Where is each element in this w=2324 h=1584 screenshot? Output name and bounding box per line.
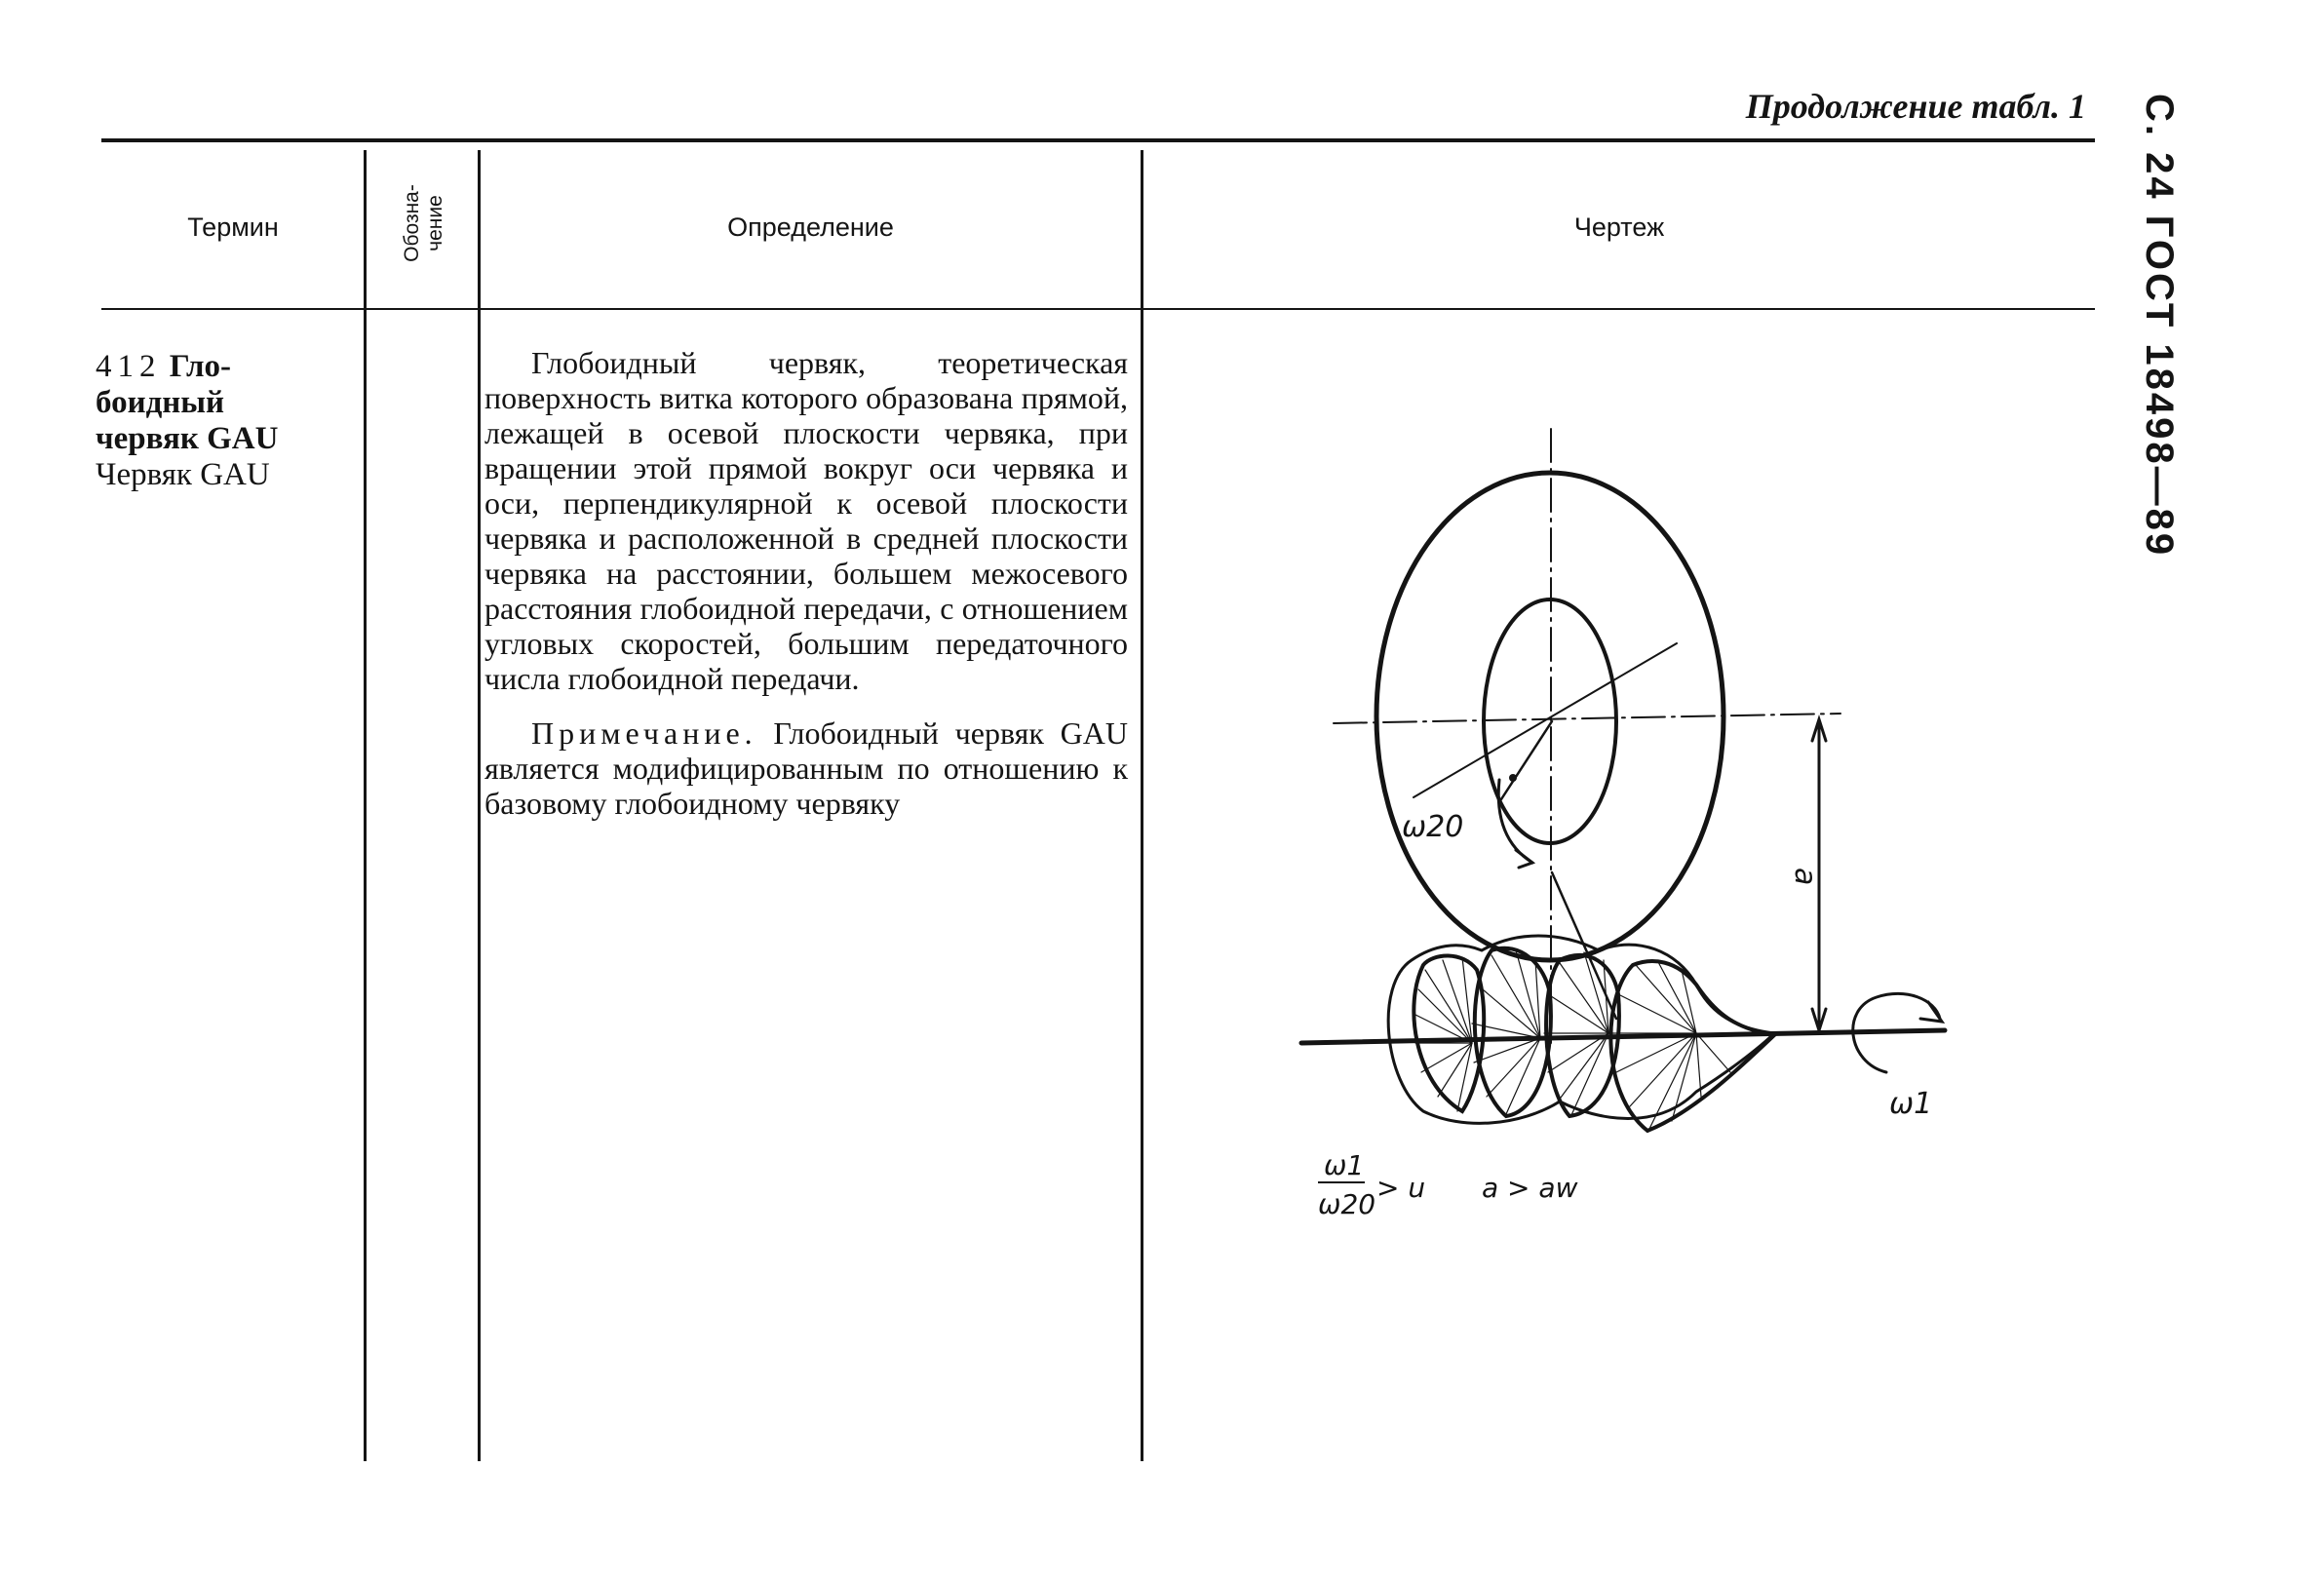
definition-text: Глобоидный червяк, теоретическая поверхность витка которого образована прямой, лежащей в осевой плоскости червяка, при вращении этой прямой вокруг оси червяка и оси, перпендикулярной к осевой плоскости червяка и расположенной в средней плоскости червяка на расстоянии, большем межосевого расстояния глобоидной передачи, с отношением угловых скоростей, большим передаточного числа глобоидной передачи.	[484, 345, 1128, 696]
omega20-label: ω20	[1402, 810, 1464, 844]
term-name-part1: Гло-	[169, 349, 232, 384]
formula-denominator: ω20	[1318, 1188, 1376, 1220]
column-header-definition: Определение	[727, 212, 894, 242]
term-name-part3: червяк GAU	[96, 421, 279, 456]
formula-relation-u: > u	[1376, 1172, 1426, 1204]
standard-page-header: С. 24 ГОСТ 18498—89	[2138, 94, 2181, 559]
omega1-label: ω1	[1889, 1087, 1933, 1121]
column-header-symbol-line2: чение	[424, 195, 446, 251]
note-text: Глобоидный червяк GAU является модифицированным по отношению к базовому глобоидному червяку	[484, 715, 1129, 821]
column-header-drawing: Чертеж	[1573, 212, 1665, 242]
term-alternative: Червяк GAU	[96, 457, 270, 492]
generating-line	[1501, 721, 1552, 799]
rotation-center-dot	[1509, 774, 1517, 782]
note-label: Примечание.	[531, 715, 757, 751]
term-number: 412	[96, 349, 162, 384]
column-header-symbol-line1: Обозна-	[401, 184, 423, 262]
formula-numerator: ω1	[1324, 1149, 1365, 1181]
term-name-part2: боидный	[96, 385, 225, 420]
formula-relation-a: a > aw	[1482, 1172, 1578, 1204]
worm-axis	[1301, 1030, 1945, 1043]
table-continuation-label: Продолжение табл. 1	[1745, 87, 2086, 126]
distance-a-label: a	[1788, 868, 1822, 886]
wheel-horizontal-axis	[1334, 714, 1840, 723]
omega20-arrow-head	[1516, 850, 1532, 868]
column-header-term: Термин	[187, 212, 279, 242]
